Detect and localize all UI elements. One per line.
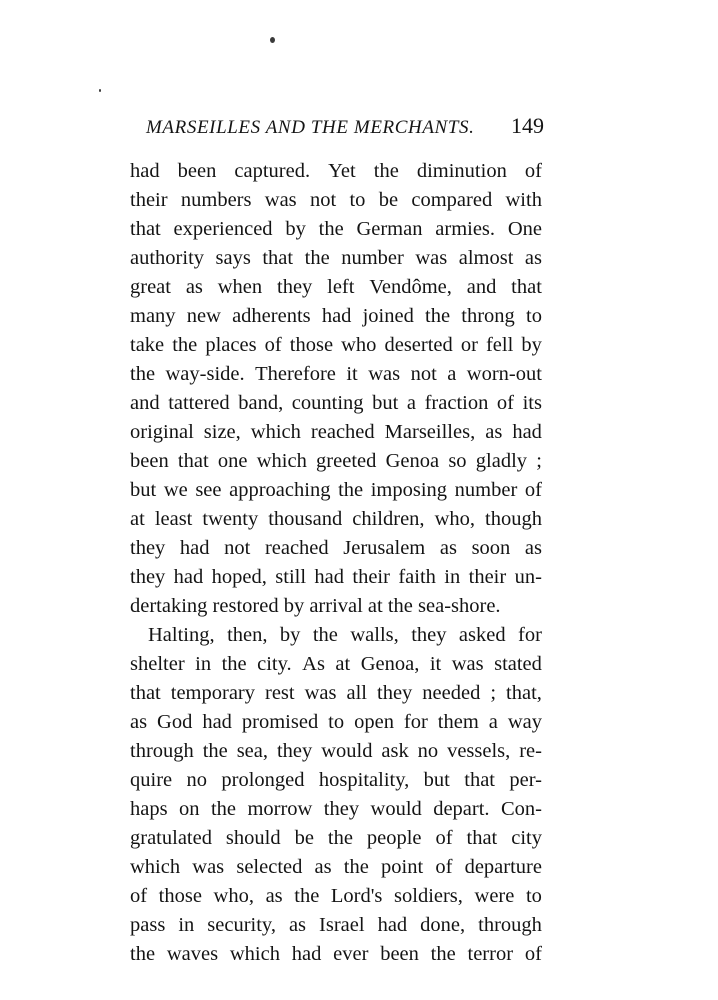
- ink-speck: [270, 37, 275, 43]
- text-line: the way-side. Therefore it was not a worn-out: [130, 363, 542, 385]
- text-line: dertaking restored by arrival at the sea-shore.: [130, 595, 501, 617]
- text-line: at least twenty thousand children, who, though: [130, 508, 542, 530]
- text-line: had been captured. Yet the diminution of: [130, 160, 542, 182]
- text-line: quire no prolonged hospitality, but that per-: [130, 769, 542, 791]
- body-text: [130, 157, 542, 969]
- text-line: the waves which had ever been the terror of: [130, 943, 542, 965]
- text-line: been that one which greeted Genoa so gladly ;: [130, 450, 542, 472]
- text-line: haps on the morrow they would depart. Con-: [130, 798, 542, 820]
- text-line: that experienced by the German armies. One: [130, 218, 542, 240]
- page-header: [128, 113, 544, 145]
- text-line: pass in security, as Israel had done, through: [130, 914, 542, 936]
- text-line: which was selected as the point of departure: [130, 856, 542, 878]
- text-line: great as when they left Vendôme, and that: [130, 276, 542, 298]
- text-line: and tattered band, counting but a fraction of its: [130, 392, 542, 414]
- text-line: they had not reached Jerusalem as soon as: [130, 537, 542, 559]
- text-line: many new adherents had joined the throng to: [130, 305, 542, 327]
- text-line: Halting, then, by the walls, they asked for: [148, 624, 542, 646]
- text-line: as God had promised to open for them a way: [130, 711, 542, 733]
- text-line: original size, which reached Marseilles, as had: [130, 421, 542, 443]
- text-line: take the places of those who deserted or fell by: [130, 334, 542, 356]
- text-line: but we see approaching the imposing number of: [130, 479, 542, 501]
- text-line: authority says that the number was almost as: [130, 247, 542, 269]
- text-line: shelter in the city. As at Genoa, it was stated: [130, 653, 542, 675]
- page-number: 149: [511, 113, 544, 138]
- text-line: of those who, as the Lord's soldiers, were to: [130, 885, 542, 907]
- text-line: they had hoped, still had their faith in their un-: [130, 566, 542, 588]
- ink-speck: [99, 89, 101, 92]
- text-line: that temporary rest was all they needed ; that,: [130, 682, 542, 704]
- text-line: gratulated should be the people of that city: [130, 827, 542, 849]
- text-line: through the sea, they would ask no vessels, re-: [130, 740, 542, 762]
- running-title: MARSEILLES AND THE MERCHANTS.: [146, 117, 475, 138]
- text-line: their numbers was not to be compared with: [130, 189, 542, 211]
